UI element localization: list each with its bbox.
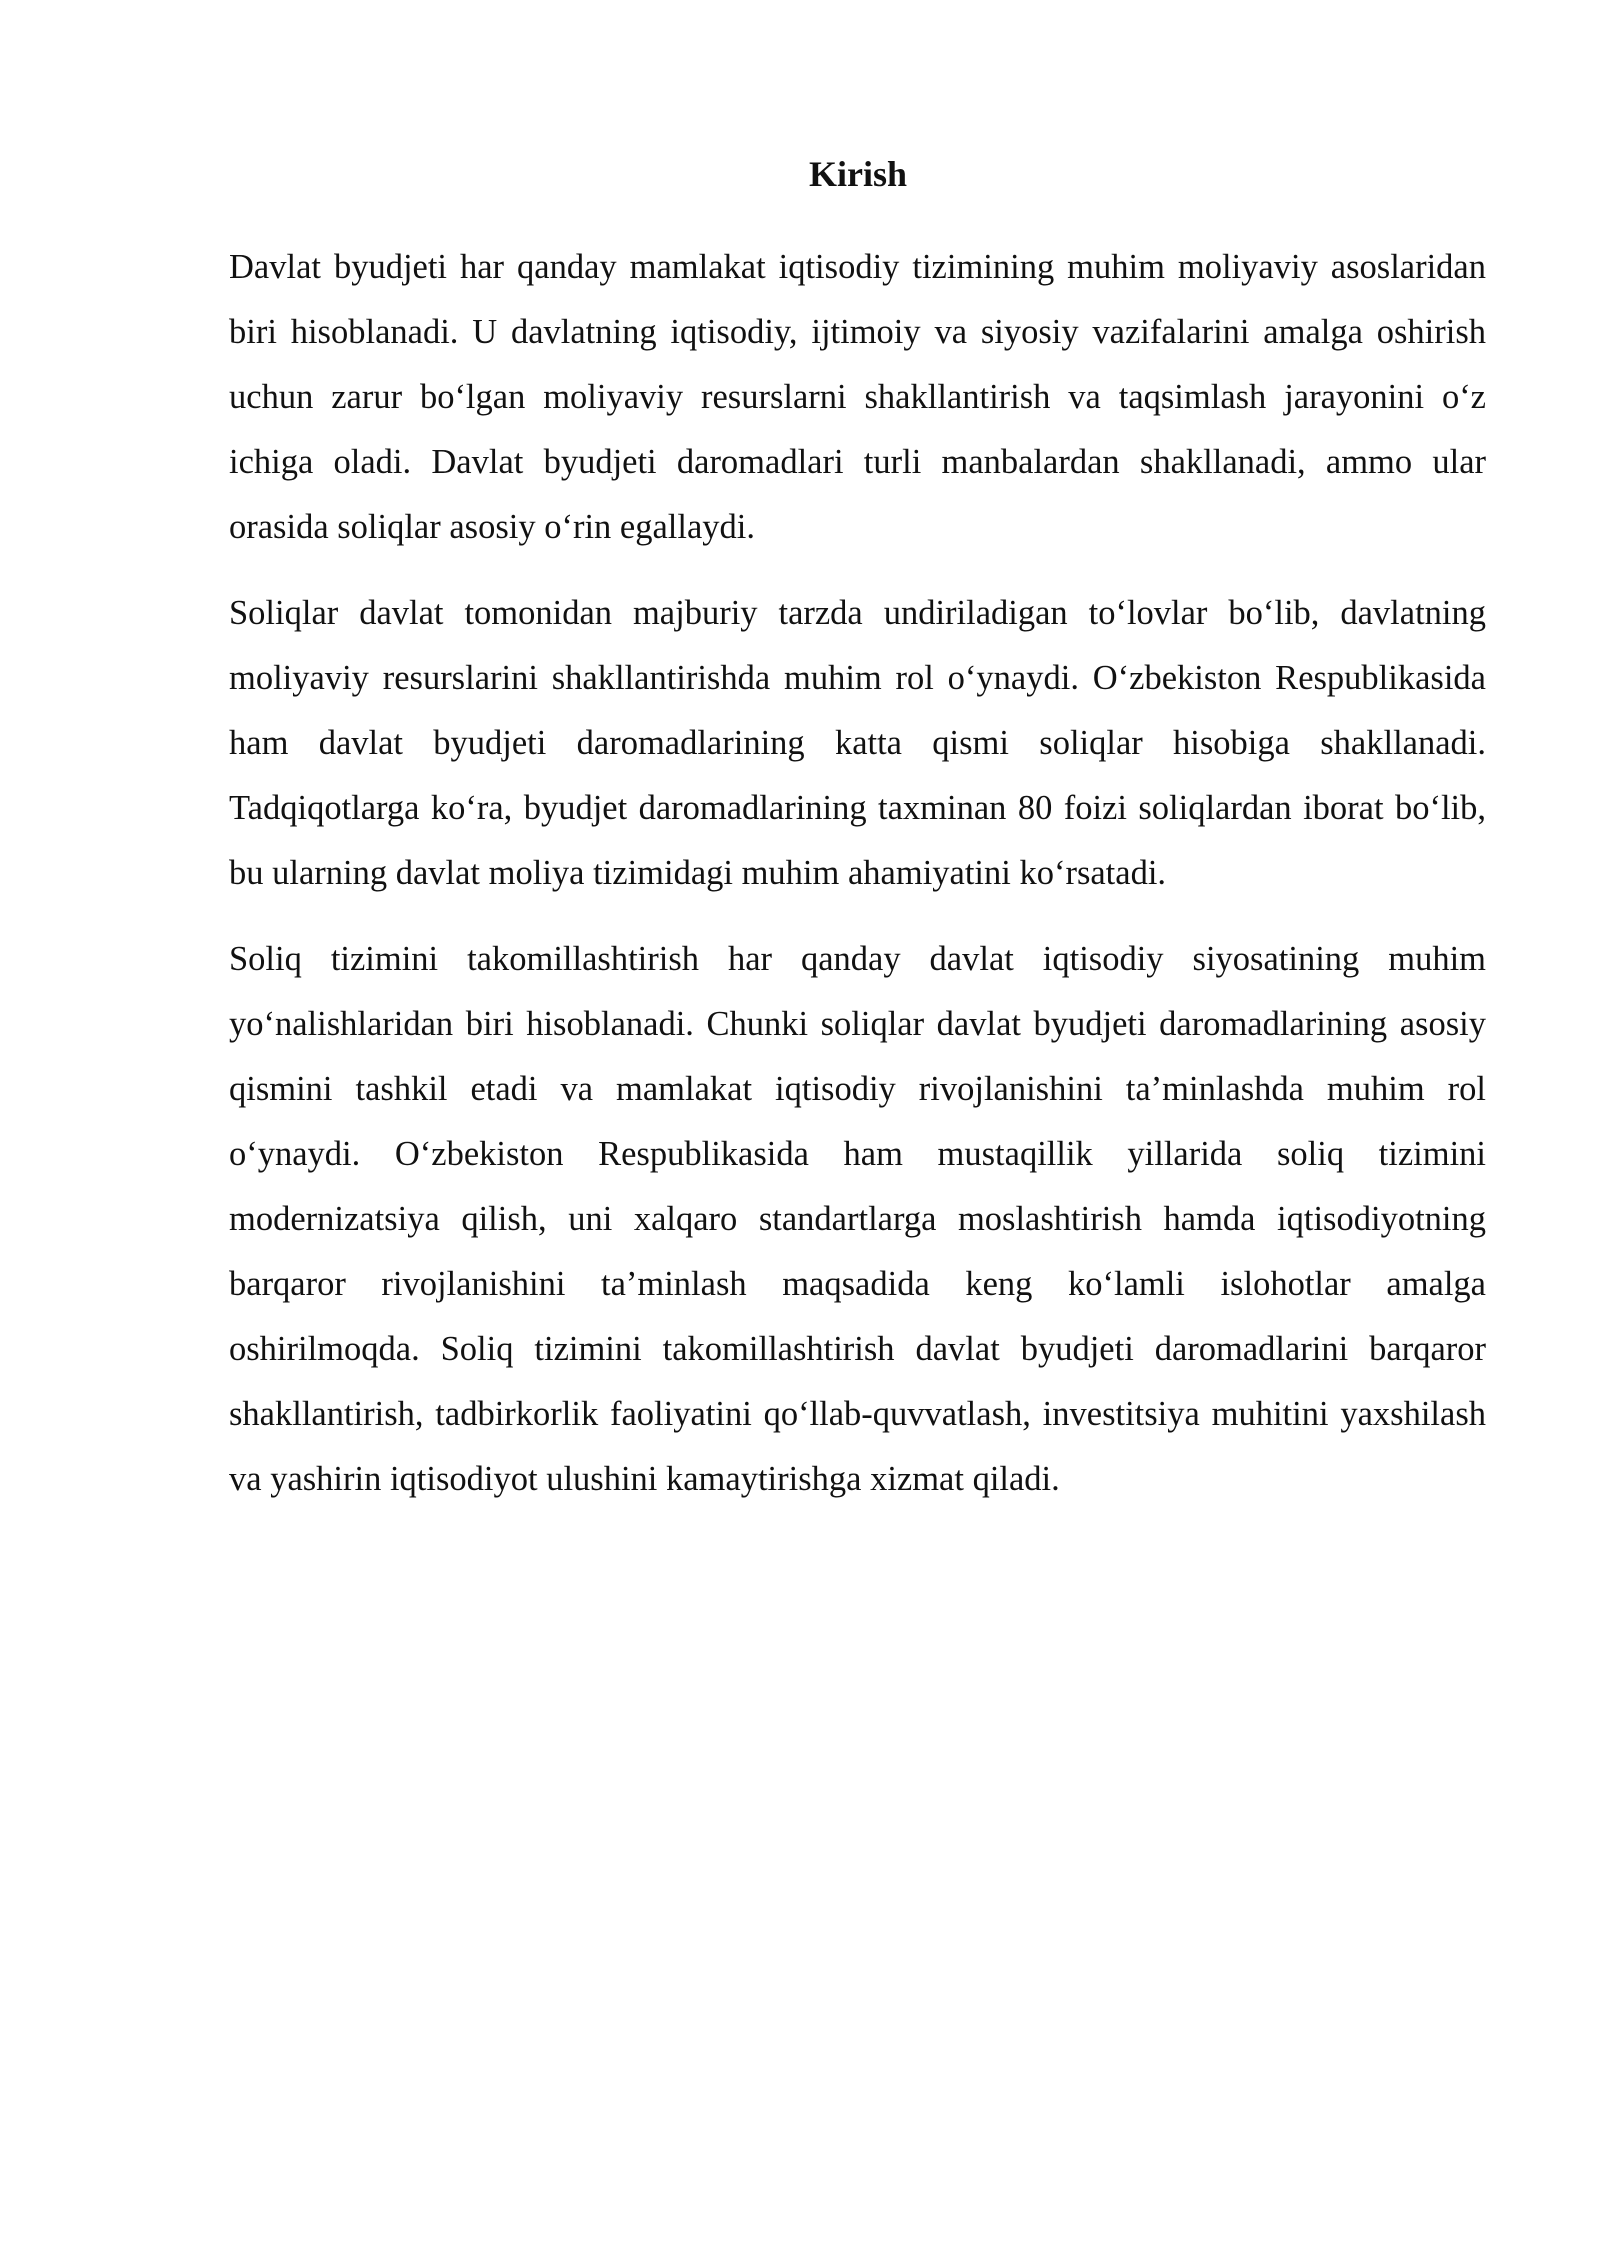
paragraph-3: Soliq tizimini takomillashtirish har qanday davlat iqtisodiy siyosatining muhim yo‘nalishlaridan biri hisoblanadi. Chunki soliqlar davlat byudjeti daromadlarining asosiy qismini tashkil etadi va mamlakat iqtisodiy rivojlanishini ta’minlashda muhim rol o‘ynaydi. O‘zbekiston Respublikasida ham mustaqillik yillarida soliq tizimini modernizatsiya qilish, uni xalqaro standartlarga moslashtirish hamda iqtisodiyotning barqaror rivojlanishini ta’minlash maqsadida keng ko‘lamli islohotlar amalga oshirilmoqda. Soliq tizimini takomillashtirish davlat byudjeti daromadlarini barqaror shakllantirish, tadbirkorlik faoliyatini qo‘llab-quvvatlash, investitsiya muhitini yaxshilash va yashirin iqtisodiyot ulushini kamaytirishga xizmat qiladi. <box>229 940 1486 1498</box>
paragraph-2: Soliqlar davlat tomonidan majburiy tarzda undiriladigan to‘lovlar bo‘lib, davlatning moliyaviy resurslarini shakllantirishda muhim rol o‘ynaydi. O‘zbekiston Respublikasida ham davlat byudjeti daromadlarining katta qismi soliqlar hisobiga shakllanadi. Tadqiqotlarga ko‘ra, byudjet daromadlarining taxminan 80 foizi soliqlardan iborat bo‘lib, bu ularning davlat moliya tizimidagi muhim ahamiyatini ko‘rsatadi. <box>229 594 1486 892</box>
paragraph-1: Davlat byudjeti har qanday mamlakat iqtisodiy tizimining muhim moliyaviy asoslaridan biri hisoblanadi. U davlatning iqtisodiy, ijtimoiy va siyosiy vazifalarini amalga oshirish uchun zarur bo‘lgan moliyaviy resurslarni shakllantirish va taqsimlash jarayonini o‘z ichiga oladi. Davlat byudjeti daromadlari turli manbalardan shakllanadi, ammo ular orasida soliqlar asosiy o‘rin egallaydi. <box>229 248 1486 546</box>
body-text <box>229 235 1486 1533</box>
page-title: Kirish <box>808 154 907 194</box>
